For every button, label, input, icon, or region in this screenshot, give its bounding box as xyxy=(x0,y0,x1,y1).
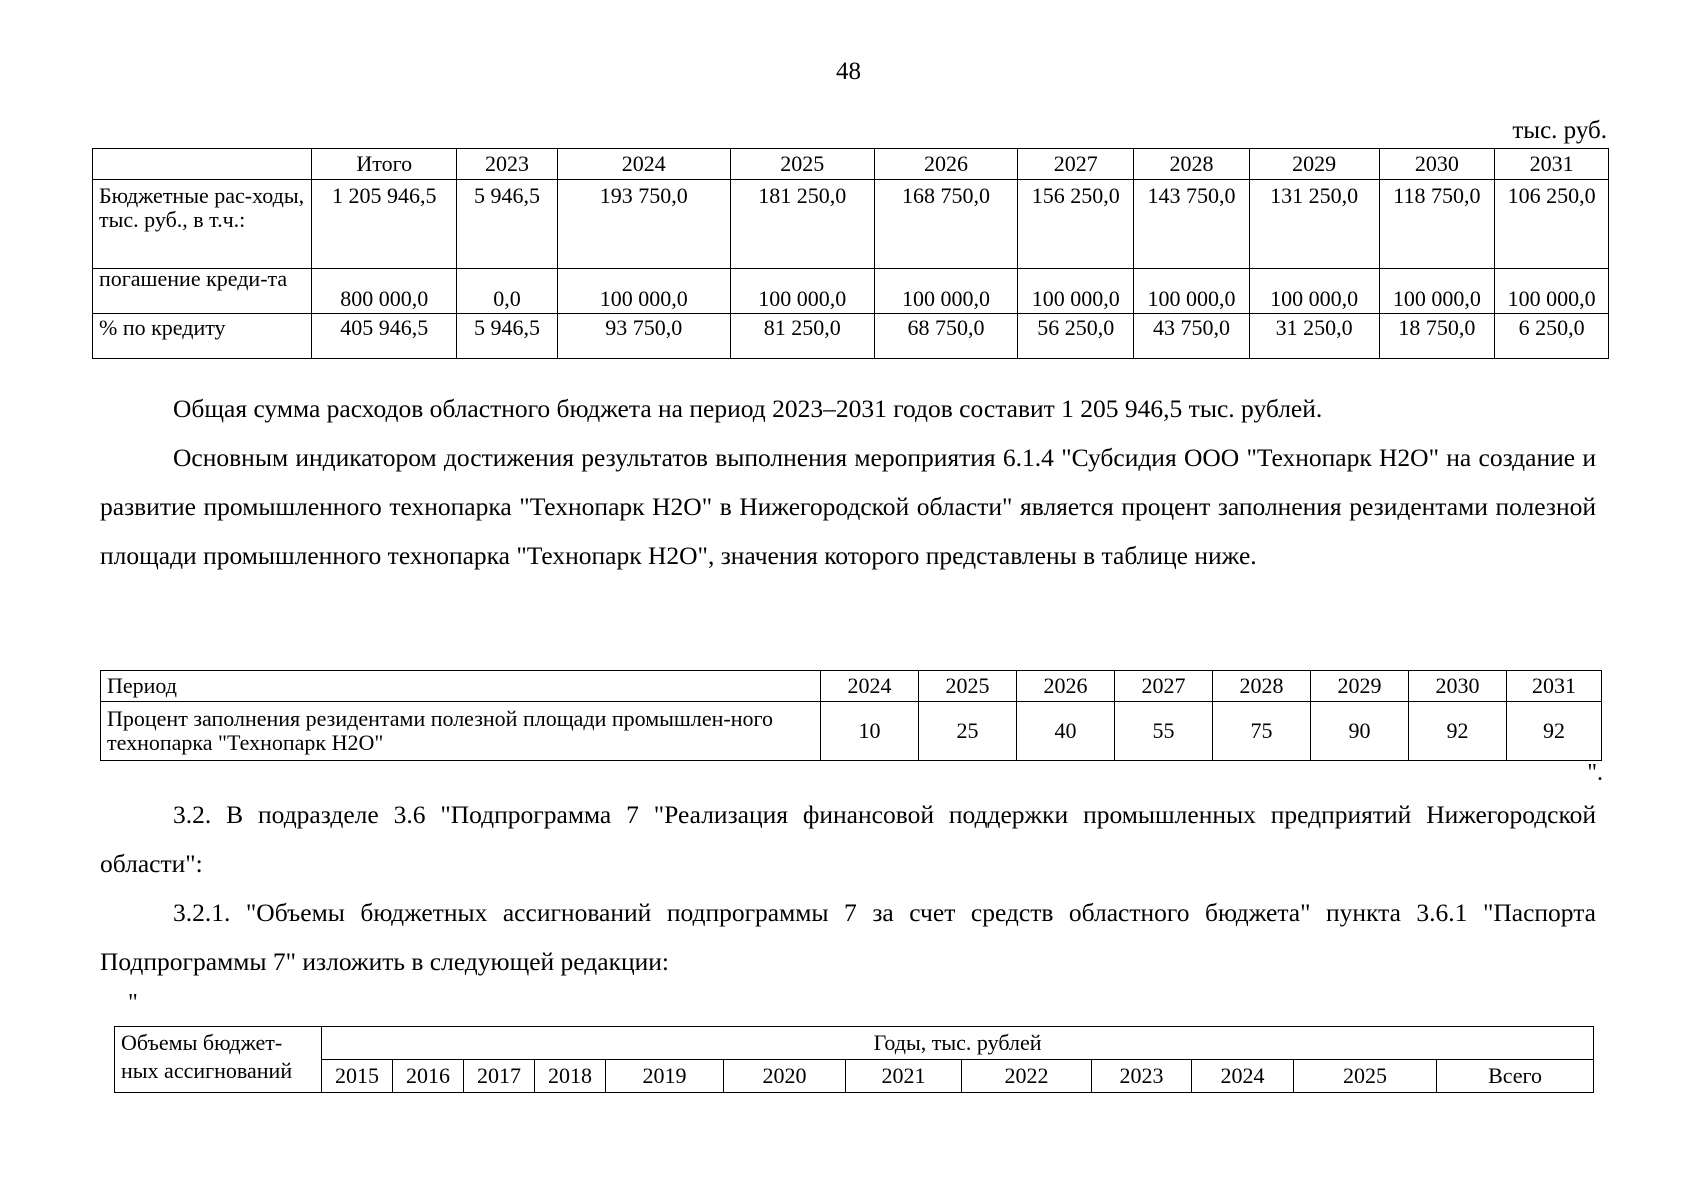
table-cell: 10 xyxy=(821,702,919,761)
table-cell: 100 000,0 xyxy=(557,269,730,314)
header-cell: 2031 xyxy=(1507,671,1602,702)
header-cell: 2023 xyxy=(457,149,558,180)
table-header-row xyxy=(115,1027,1594,1060)
row-label: Бюджетные рас-ходы, тыс. руб., в т.ч.: xyxy=(93,180,312,269)
header-cell: 2026 xyxy=(874,149,1018,180)
table-row xyxy=(93,180,1609,269)
opening-quote-mark: " xyxy=(128,990,138,1016)
total-summary-paragraph: Общая сумма расходов областного бюджета на период 2023–2031 годов составит 1 205 946,5 тыс. рублей. xyxy=(173,394,1323,423)
table-cell: 81 250,0 xyxy=(730,314,874,359)
table-cell: 100 000,0 xyxy=(1495,269,1609,314)
header-cell: 2030 xyxy=(1379,149,1495,180)
table-cell: 168 750,0 xyxy=(874,180,1018,269)
table-header-row xyxy=(93,149,1609,180)
table-cell: 156 250,0 xyxy=(1018,180,1134,269)
table-cell: 106 250,0 xyxy=(1495,180,1609,269)
header-cell: Итого xyxy=(312,149,457,180)
table-cell: 68 750,0 xyxy=(874,314,1018,359)
table-cell: 31 250,0 xyxy=(1249,314,1379,359)
table-cell: 100 000,0 xyxy=(1249,269,1379,314)
indicator-table xyxy=(100,670,1602,761)
passport-table xyxy=(114,1026,1594,1093)
header-cell: 2028 xyxy=(1134,149,1250,180)
table-header-row xyxy=(101,671,1602,702)
row-label: Процент заполнения резидентами полезной площади промышлен-ного технопарка "Технопарк Н2О" xyxy=(101,702,821,761)
group-header: Годы, тыс. рублей xyxy=(322,1027,1594,1060)
header-cell: 2025 xyxy=(730,149,874,180)
indicator-paragraph: Основным индикатором достижения результатов выполнения мероприятия 6.1.4 "Субсидия ООО "Технопарк Н2О" на создание и развитие промышленного технопарка "Технопарк Н2О" в Нижегородской области" является процент заполнения резидентами полезной площади промышленного технопарка "Технопарк Н2О", значения которого представлены в таблице ниже. xyxy=(100,443,1596,570)
table-cell: 405 946,5 xyxy=(312,314,457,359)
table-cell: 800 000,0 xyxy=(312,269,457,314)
row-label: погашение креди-та xyxy=(93,269,312,314)
table-cell: 193 750,0 xyxy=(557,180,730,269)
table-cell: 100 000,0 xyxy=(874,269,1018,314)
table-row xyxy=(93,314,1609,359)
table-cell: 0,0 xyxy=(457,269,558,314)
header-cell: 2027 xyxy=(1018,149,1134,180)
row-label: Объемы бюджет-ных ассигнований xyxy=(115,1027,322,1093)
year-cell: 2023 xyxy=(1092,1060,1192,1093)
table-row xyxy=(93,269,1609,314)
row-label: % по кредиту xyxy=(93,314,312,359)
header-cell: 2028 xyxy=(1213,671,1311,702)
year-cell: 2017 xyxy=(464,1060,535,1093)
header-cell: 2024 xyxy=(557,149,730,180)
table-cell: 5 946,5 xyxy=(457,180,558,269)
subsection-paragraph: 3.2. В подразделе 3.6 "Подпрограмма 7 "Реализация финансовой поддержки промышленных предприятий Нижегородской области": xyxy=(100,800,1596,878)
year-cell: 2018 xyxy=(535,1060,606,1093)
header-cell: 2029 xyxy=(1249,149,1379,180)
header-cell: 2026 xyxy=(1017,671,1115,702)
table-cell: 25 xyxy=(919,702,1017,761)
year-cell: 2019 xyxy=(606,1060,724,1093)
table-cell: 118 750,0 xyxy=(1379,180,1495,269)
header-cell: 2027 xyxy=(1115,671,1213,702)
header-cell: 2031 xyxy=(1495,149,1609,180)
table-cell: 92 xyxy=(1507,702,1602,761)
units-label: тыс. руб. xyxy=(1512,117,1607,144)
table-cell: 92 xyxy=(1409,702,1507,761)
table-cell: 1 205 946,5 xyxy=(312,180,457,269)
table-cell: 55 xyxy=(1115,702,1213,761)
table-cell: 56 250,0 xyxy=(1018,314,1134,359)
year-cell: 2020 xyxy=(724,1060,846,1093)
table-cell: 181 250,0 xyxy=(730,180,874,269)
table-cell: 6 250,0 xyxy=(1495,314,1609,359)
table-cell: 40 xyxy=(1017,702,1115,761)
year-cell: 2015 xyxy=(322,1060,393,1093)
budget-table xyxy=(92,148,1609,359)
table-cell: 75 xyxy=(1213,702,1311,761)
year-cell: 2024 xyxy=(1192,1060,1294,1093)
table-row xyxy=(101,702,1602,761)
header-cell: 2024 xyxy=(821,671,919,702)
table-header-row xyxy=(115,1060,1594,1093)
table-cell: 143 750,0 xyxy=(1134,180,1250,269)
table-cell: 100 000,0 xyxy=(1379,269,1495,314)
table-cell: 43 750,0 xyxy=(1134,314,1250,359)
passport-paragraph: 3.2.1. "Объемы бюджетных ассигнований подпрограммы 7 за счет средств областного бюджета" пункта 3.6.1 "Паспорта Подпрограммы 7" изложить в следующей редакции: xyxy=(100,898,1596,976)
table-cell: 100 000,0 xyxy=(1018,269,1134,314)
header-cell: 2025 xyxy=(919,671,1017,702)
header-cell xyxy=(93,149,312,180)
table-cell: 131 250,0 xyxy=(1249,180,1379,269)
year-cell: 2022 xyxy=(962,1060,1092,1093)
year-cell: 2021 xyxy=(846,1060,962,1093)
table-cell: 18 750,0 xyxy=(1379,314,1495,359)
table-cell: 5 946,5 xyxy=(457,314,558,359)
table-cell: 90 xyxy=(1311,702,1409,761)
header-cell: 2029 xyxy=(1311,671,1409,702)
page-number: 48 xyxy=(836,58,861,85)
closing-quote-mark: ". xyxy=(1587,760,1603,786)
table-cell: 93 750,0 xyxy=(557,314,730,359)
year-cell: 2016 xyxy=(393,1060,464,1093)
year-cell: 2025 xyxy=(1294,1060,1437,1093)
header-cell: Период xyxy=(101,671,821,702)
header-cell: 2030 xyxy=(1409,671,1507,702)
year-cell: Всего xyxy=(1437,1060,1594,1093)
table-cell: 100 000,0 xyxy=(730,269,874,314)
table-cell: 100 000,0 xyxy=(1134,269,1250,314)
